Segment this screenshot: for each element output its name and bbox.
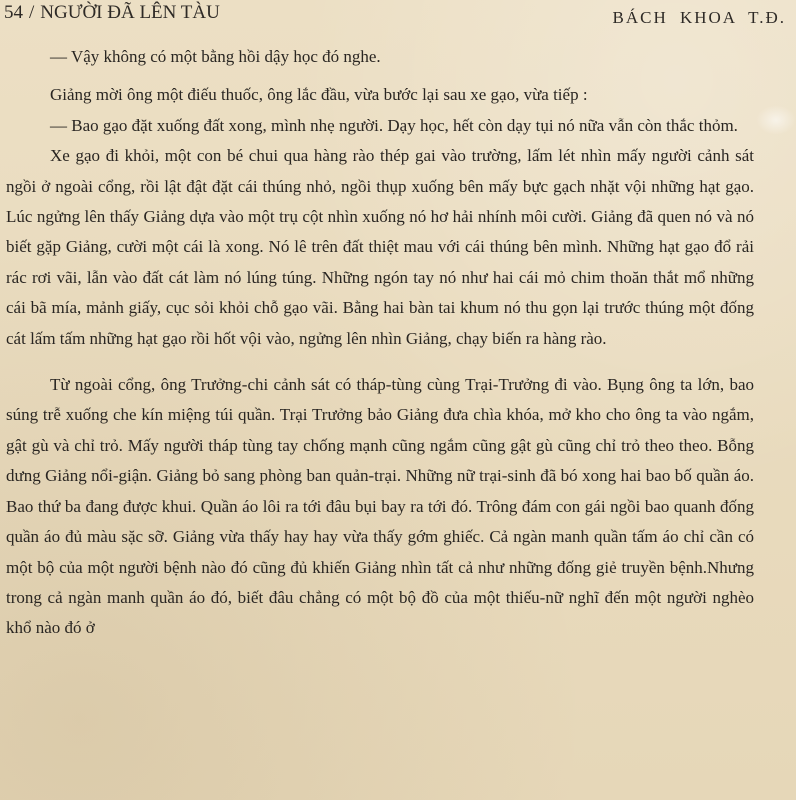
page-number: 54 (4, 2, 23, 23)
header-separator: / (29, 2, 35, 23)
body-text (6, 42, 754, 644)
paragraph-5: Từ ngoài cổng, ông Trưởng-chi cảnh sát có tháp-tùng cùng Trại-Trưởng đi vào. Bụng ông ta lớn, bao súng trễ xuống che kín miệng túi quần. Trại Trưởng bảo Giảng đưa chìa khóa, mở kho cho ông ta vào ngắm, gật gù và chỉ trỏ. Mấy người tháp tùng tay chống mạnh cũng ngắm cũng gật gù cũng chỉ trỏ theo theo. Bỗng dưng Giảng nổi-giận. Giảng bỏ sang phòng ban quản-trại. Những nữ trại-sinh đã bó xong hai bao bố quần áo. Bao thứ ba đang được khui. Quần áo lôi ra tới đâu bụi bay ra tới đó. Trông đám con gái ngồi bao quanh đống quần áo đủ màu sặc sỡ. Giảng vừa thấy hay hay vừa thấy gớm ghiếc. Cả ngàn manh quần tấm áo chỉ cần có một bộ của một người bệnh nào đó cũng đủ khiến Giảng nhìn tất cả như những đống giẻ truyền bệnh.Nhưng trong cả ngàn manh quần áo đó, biết đâu chẳng có một bộ đồ của một thiếu-nữ nghĩ đến một người nghèo khổ nào đó ở (6, 375, 754, 638)
paragraph-3: — Bao gạo đặt xuống đất xong, mình nhẹ người. Dạy học, hết còn dạy tụi nó nữa vẫn còn thắc thỏm. (50, 115, 738, 135)
paper-stain (756, 105, 796, 135)
paragraph-1: — Vậy không có một bằng hồi dậy học đó nghe. (50, 47, 381, 66)
paragraph-2: Giảng mời ông một điếu thuốc, ông lắc đầu, vừa bước lại sau xe gạo, vừa tiếp : (50, 85, 588, 105)
chapter-title: NGƯỜI ĐÃ LÊN TÀU (40, 2, 220, 23)
header-left (4, 2, 220, 24)
page-header (4, 2, 786, 28)
paragraph-4: Xe gạo đi khỏi, một con bé chui qua hàng rào thép gai vào trường, lấm lét nhìn mấy người cảnh sát ngồi ở ngoài cổng, rồi lật đật đặt cái thúng nhỏ, ngồi thụp xuống bên mấy bực gạch nhặt vội những hạt gạo. Lúc ngửng lên thấy Giảng dựa vào một trụ cột nhìn xuống nó hơ hải nhính môi cười. Giảng đã quen nó và nó biết gặp Giảng, cười một cái là xong. Nó lê trên đất thiệt mau với cái thúng bên mình. Những hạt gạo đổ rải rác rơi vãi, lẫn vào đất cát làm nó lúng túng. Những ngón tay nó như hai cái mỏ chim thoăn thắt mổ những cái bã mía, mảnh giấy, cục sỏi khỏi chỗ gạo vãi. Bằng hai bàn tai khum nó thu gọn lại trước thúng một đống cát lấm tấm những hạt gạo rồi hốt vội vào, ngửng lên nhìn Giảng, chạy biến ra hàng rào. (6, 146, 754, 348)
publication-name: BÁCH KHOA T.Đ. (612, 8, 786, 27)
